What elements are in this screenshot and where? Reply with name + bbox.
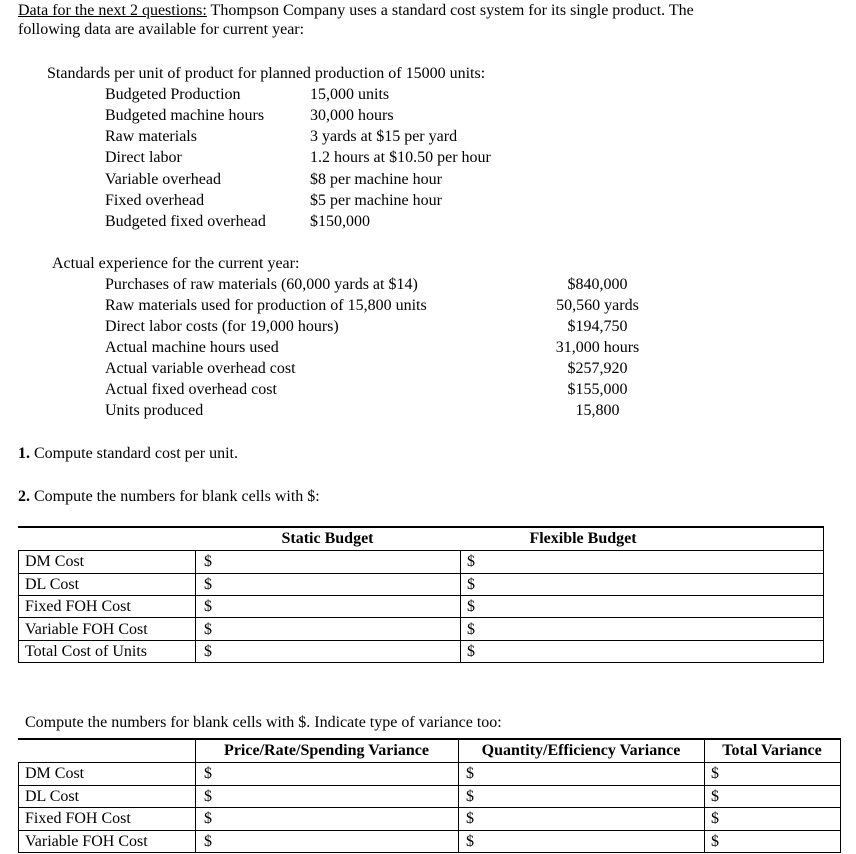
table-rule bbox=[18, 526, 824, 528]
header-quantity-variance: Quantity/Efficiency Variance bbox=[481, 742, 681, 759]
intro-line-1 bbox=[18, 3, 694, 19]
static-dm-cost-cell[interactable]: $ bbox=[204, 553, 212, 570]
flexible-dl-cost-cell[interactable]: $ bbox=[467, 576, 475, 593]
actual-label: Actual variable overhead cost bbox=[105, 360, 296, 377]
table-rule bbox=[18, 738, 841, 740]
header-total-variance: Total Variance bbox=[722, 742, 822, 759]
table-rule bbox=[195, 550, 196, 663]
total-variable-foh-cell[interactable]: $ bbox=[711, 833, 719, 850]
standards-value: 15,000 units bbox=[310, 86, 390, 103]
standards-label: Budgeted fixed overhead bbox=[105, 213, 266, 230]
header-static-budget: Static Budget bbox=[281, 530, 374, 547]
intro-line-2: following data are available for current year: bbox=[18, 21, 305, 38]
static-fixed-foh-cell[interactable]: $ bbox=[204, 598, 212, 615]
actual-heading: Actual experience for the current year: bbox=[52, 255, 300, 272]
price-dl-cell[interactable]: $ bbox=[204, 788, 212, 805]
standards-label: Fixed overhead bbox=[105, 192, 205, 209]
variance-label-fixed-foh: Fixed FOH Cost bbox=[25, 810, 131, 827]
actual-label: Units produced bbox=[105, 402, 204, 419]
standards-value: $150,000 bbox=[310, 213, 370, 230]
row-label-total-cost: Total Cost of Units bbox=[25, 643, 147, 660]
actual-label: Actual fixed overhead cost bbox=[105, 381, 277, 398]
table-rule bbox=[823, 526, 824, 663]
table-rule bbox=[18, 573, 824, 574]
question-1-number: 1. bbox=[18, 445, 30, 462]
table-rule bbox=[18, 595, 824, 596]
standards-label: Budgeted machine hours bbox=[105, 107, 265, 124]
actual-label: Raw materials used for production of 15,800 units bbox=[105, 297, 427, 314]
total-dl-cell[interactable]: $ bbox=[711, 788, 719, 805]
total-fixed-foh-cell[interactable]: $ bbox=[711, 810, 719, 827]
standards-value: $8 per machine hour bbox=[310, 171, 442, 188]
actual-label: Direct labor costs (for 19,000 hours) bbox=[105, 318, 339, 335]
question-2 bbox=[18, 489, 320, 505]
actual-value: $257,920 bbox=[567, 360, 628, 377]
price-fixed-foh-cell[interactable]: $ bbox=[204, 810, 212, 827]
row-label-variable-foh: Variable FOH Cost bbox=[25, 621, 148, 638]
price-dm-cell[interactable]: $ bbox=[204, 765, 212, 782]
actual-value: $155,000 bbox=[567, 381, 628, 398]
standards-value: 3 yards at $15 per yard bbox=[310, 128, 458, 145]
table-rule bbox=[18, 785, 841, 786]
table-rule bbox=[18, 762, 19, 853]
variance-label-dm-cost: DM Cost bbox=[25, 765, 85, 782]
intro-text-1: Thompson Company uses a standard cost system for its single product. The bbox=[206, 2, 694, 19]
variance-label-dl-cost: DL Cost bbox=[25, 788, 80, 805]
table-rule bbox=[18, 662, 824, 663]
variance-intro: Compute the numbers for blank cells with $. Indicate type of variance too: bbox=[25, 714, 502, 731]
standards-value: 30,000 hours bbox=[310, 107, 394, 124]
actual-value: 31,000 hours bbox=[555, 339, 640, 356]
header-price-variance: Price/Rate/Spending Variance bbox=[224, 742, 429, 759]
table-rule bbox=[18, 807, 841, 808]
standards-label: Raw materials bbox=[105, 128, 197, 145]
question-1 bbox=[18, 446, 238, 462]
intro-label: Data for the next 2 questions: bbox=[18, 2, 207, 19]
table-rule bbox=[18, 617, 824, 618]
actual-value: 15,800 bbox=[575, 402, 620, 419]
row-label-fixed-foh: Fixed FOH Cost bbox=[25, 598, 131, 615]
actual-value: 50,560 yards bbox=[556, 297, 639, 314]
table-rule bbox=[840, 738, 841, 853]
quantity-dm-cell[interactable]: $ bbox=[466, 765, 474, 782]
table-rule bbox=[460, 550, 461, 663]
actual-value: $840,000 bbox=[567, 276, 628, 293]
actual-value: $194,750 bbox=[567, 318, 628, 335]
table-rule bbox=[18, 640, 824, 641]
actual-label: Actual machine hours used bbox=[105, 339, 279, 356]
table-rule bbox=[18, 852, 841, 853]
standards-label: Direct labor bbox=[105, 149, 182, 166]
standards-heading: Standards per unit of product for planned production of 15000 units: bbox=[47, 65, 486, 82]
standards-value: 1.2 hours at $10.50 per hour bbox=[310, 149, 491, 166]
question-1-text: Compute standard cost per unit. bbox=[34, 445, 238, 462]
table-rule bbox=[18, 830, 841, 831]
variance-label-variable-foh: Variable FOH Cost bbox=[25, 833, 148, 850]
table-rule bbox=[18, 762, 841, 763]
static-dl-cost-cell[interactable]: $ bbox=[204, 576, 212, 593]
price-variable-foh-cell[interactable]: $ bbox=[204, 833, 212, 850]
flexible-total-cost-cell[interactable]: $ bbox=[467, 643, 475, 660]
flexible-dm-cost-cell[interactable]: $ bbox=[467, 553, 475, 570]
row-label-dl-cost: DL Cost bbox=[25, 576, 80, 593]
quantity-variable-foh-cell[interactable]: $ bbox=[466, 833, 474, 850]
flexible-fixed-foh-cell[interactable]: $ bbox=[467, 598, 475, 615]
standards-value: $5 per machine hour bbox=[310, 192, 442, 209]
actual-label: Purchases of raw materials (60,000 yards at $14) bbox=[105, 276, 418, 293]
question-2-number: 2. bbox=[18, 488, 30, 505]
row-label-dm-cost: DM Cost bbox=[25, 553, 85, 570]
quantity-dl-cell[interactable]: $ bbox=[466, 788, 474, 805]
question-2-text: Compute the numbers for blank cells with $: bbox=[34, 488, 320, 505]
static-variable-foh-cell[interactable]: $ bbox=[204, 621, 212, 638]
table-rule bbox=[18, 550, 19, 663]
static-total-cost-cell[interactable]: $ bbox=[204, 643, 212, 660]
flexible-variable-foh-cell[interactable]: $ bbox=[467, 621, 475, 638]
header-flexible-budget: Flexible Budget bbox=[529, 530, 637, 547]
table-rule bbox=[18, 550, 824, 551]
quantity-fixed-foh-cell[interactable]: $ bbox=[466, 810, 474, 827]
total-dm-cell[interactable]: $ bbox=[711, 765, 719, 782]
standards-label: Budgeted Production bbox=[105, 86, 241, 103]
standards-label: Variable overhead bbox=[105, 171, 221, 188]
